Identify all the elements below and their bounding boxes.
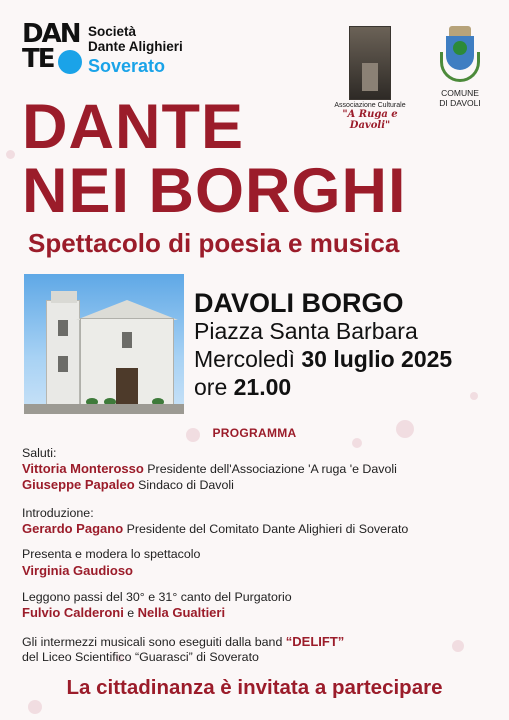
- person-role: Sindaco di Davoli: [138, 478, 234, 492]
- association-name: "A Ruga e Davoli": [342, 109, 398, 131]
- title-line2: NEI BORGHI: [22, 156, 407, 226]
- church-window: [58, 320, 68, 336]
- decor-splash: [470, 392, 478, 400]
- program-music-line2: del Liceo Scientifico “Guarasci” di Soverato: [22, 650, 259, 664]
- music-text: Gli intermezzi musicali sono eseguiti dalla band: [22, 635, 283, 649]
- crown-shape: [449, 26, 471, 36]
- event-time-prefix: ore: [194, 374, 228, 400]
- program-readings-label: Leggono passi del 30° e 31° canto del Purgatorio: [22, 590, 292, 604]
- program-row: [22, 605, 225, 621]
- association-photo: [349, 26, 391, 100]
- event-date: [194, 346, 452, 373]
- program-row: [22, 477, 234, 493]
- piazza-ground: [24, 404, 184, 414]
- band-name: “DELIFT”: [285, 634, 345, 649]
- logo-letters-bottom: TE: [22, 44, 54, 74]
- program-row: [22, 461, 397, 477]
- person-role: Presidente dell'Associazione 'A ruga 'e Davoli: [147, 462, 397, 476]
- person-role: Presidente del Comitato Dante Alighieri di Soverato: [126, 522, 409, 536]
- association-label: Associazione Culturale: [334, 102, 406, 109]
- wreath-shape: [440, 52, 480, 82]
- event-time-value: 21.00: [233, 374, 292, 400]
- program-heading: PROGRAMMA: [212, 426, 297, 440]
- church-illustration: [46, 300, 174, 406]
- conjunction: e: [127, 606, 135, 620]
- event-place: DAVOLI BORGO: [194, 288, 404, 318]
- event-square: Piazza Santa Barbara: [194, 318, 418, 344]
- program-intro-label: Introduzione:: [22, 506, 94, 520]
- comune-crest-logo: [430, 26, 490, 108]
- church-photo: [24, 274, 184, 414]
- program-music-line1: [22, 634, 344, 650]
- church-roof: [76, 300, 178, 320]
- logo-letters-top: DAN: [22, 19, 80, 49]
- program-row: [22, 521, 408, 537]
- coat-of-arms-icon: [438, 26, 482, 86]
- person-name: Virginia Gaudioso: [22, 563, 134, 578]
- program-presenta-label: Presenta e modera lo spettacolo: [22, 547, 201, 561]
- logo-blue-circle-icon: [58, 50, 82, 74]
- society-name: [88, 24, 183, 54]
- title-line1: DANTE: [22, 92, 244, 162]
- event-time: [194, 374, 291, 401]
- church-door: [116, 368, 138, 406]
- decor-splash: [452, 640, 464, 652]
- person-name: Fulvio Calderoni: [22, 605, 124, 620]
- society-line2: Dante Alighieri: [88, 39, 183, 54]
- comune-line1: COMUNE: [441, 88, 479, 98]
- society-line1: Società: [88, 24, 137, 39]
- church-window: [122, 332, 132, 348]
- subtitle: Spettacolo di poesia e musica: [28, 228, 400, 258]
- decor-splash: [6, 150, 15, 159]
- program-saluti-label: Saluti:: [22, 446, 57, 460]
- decor-splash: [28, 700, 42, 714]
- comune-line2: DI DAVOLI: [439, 98, 481, 108]
- person-name: Nella Gualtieri: [137, 605, 226, 620]
- church-window: [58, 356, 68, 372]
- association-logo: [322, 26, 418, 131]
- person-name: Vittoria Monterosso: [22, 461, 144, 476]
- program-row: [22, 563, 133, 579]
- person-name: Gerardo Pagano: [22, 521, 124, 536]
- society-city: Soverato: [88, 56, 166, 76]
- invitation-footer: La cittadinanza è invitata a partecipare: [66, 676, 443, 699]
- dante-society-logo: [22, 19, 192, 78]
- comune-name: [430, 88, 490, 108]
- church-tower: [46, 300, 80, 406]
- person-name: Giuseppe Papaleo: [22, 477, 135, 492]
- event-date-value: 30 luglio 2025: [301, 346, 453, 372]
- event-weekday: Mercoledì: [194, 346, 295, 372]
